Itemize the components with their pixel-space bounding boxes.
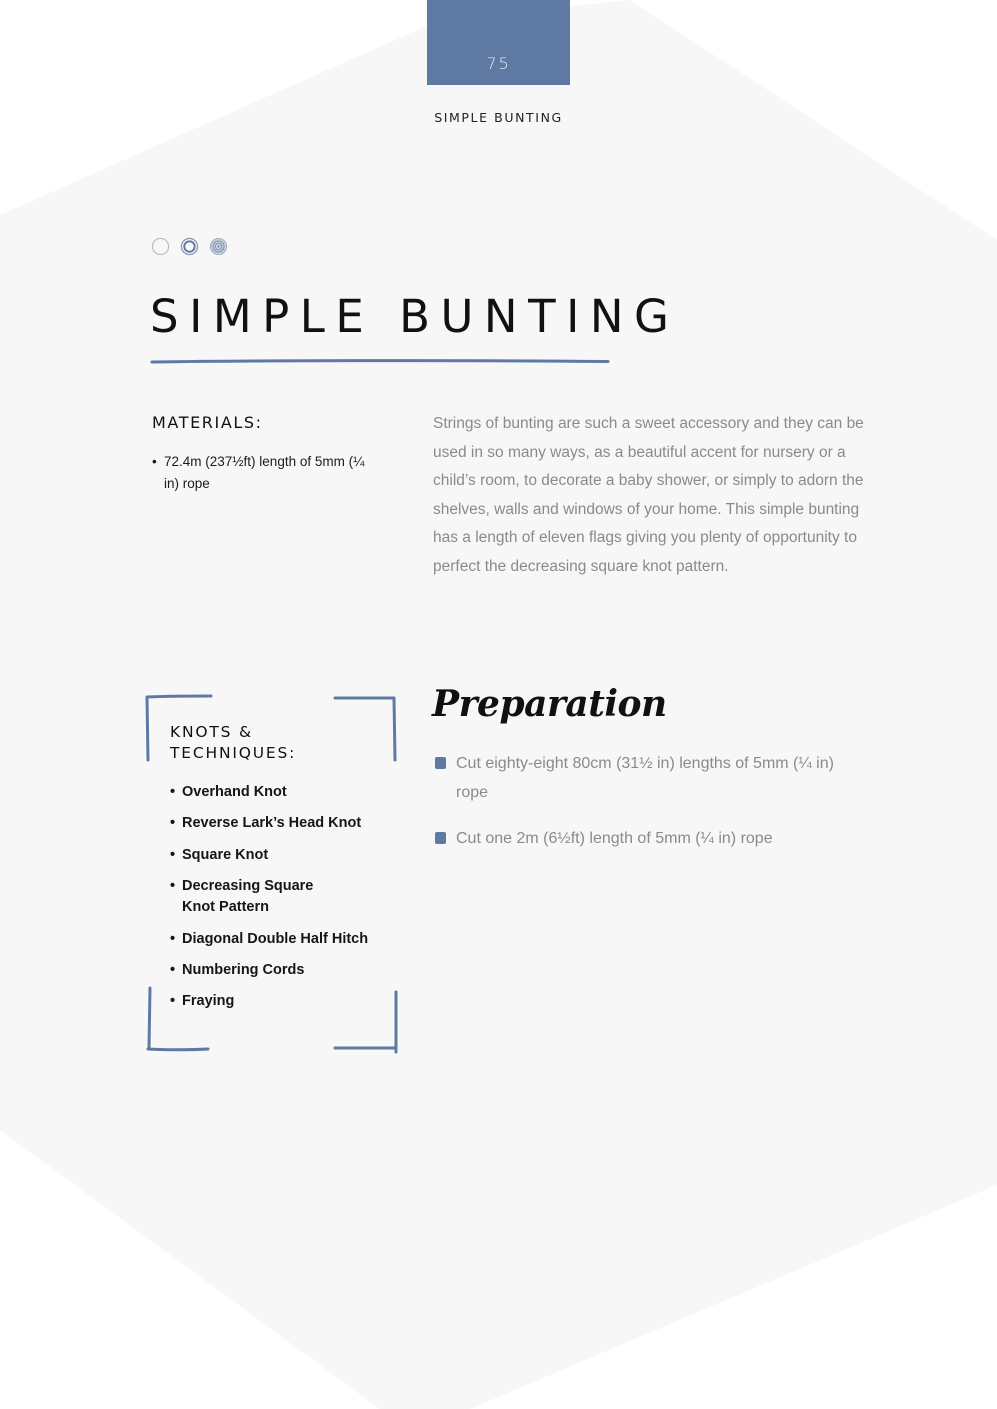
square-bullet-icon	[435, 757, 446, 769]
preparation-item-text: Cut eighty-eight 80cm (31½ in) lengths of 5mm (¼ in) rope	[456, 755, 834, 801]
title-underline	[150, 356, 610, 366]
materials-item	[152, 451, 382, 495]
list-item: • Diagonal Double Half Hitch	[170, 929, 390, 951]
preparation-list	[434, 750, 874, 872]
preparation-item-text: Cut one 2m (6½ft) length of 5mm (¼ in) rope	[456, 830, 773, 847]
knots-list	[170, 782, 390, 1023]
materials-heading: MATERIALS:	[152, 413, 263, 432]
list-item	[434, 825, 874, 854]
materials-item-text: 72.4m (237½ft) length of 5mm (¼ in) rope	[164, 454, 365, 491]
empty-circle-icon	[151, 237, 170, 256]
knots-heading	[170, 722, 296, 764]
ring-circle-icon	[180, 237, 199, 256]
list-item: • Overhand Knot	[170, 782, 390, 804]
intro-paragraph: Strings of bunting are such a sweet accessory and they can be used in so many ways, as a beautiful accent for nursery or a child’s room, to decorate a baby shower, or simply to adorn the shelves, walls and windows of your home. This simple bunting has a length of eleven flags giving you plenty of opportunity to perfect the decreasing square knot pattern.	[433, 415, 864, 575]
knots-heading-line1: KNOTS &	[170, 723, 253, 741]
filled-spiral-icon	[209, 237, 228, 256]
difficulty-indicator	[151, 237, 228, 256]
bullet: •	[152, 454, 157, 469]
square-bullet-icon	[435, 832, 446, 844]
list-item: • Numbering Cords	[170, 960, 390, 982]
list-item: • Fraying	[170, 991, 390, 1013]
page-title: SIMPLE BUNTING	[150, 290, 680, 343]
knots-heading-line2: TECHNIQUES:	[170, 744, 297, 762]
list-item: • Square Knot	[170, 845, 390, 867]
page-number: 75	[486, 54, 511, 73]
list-item	[434, 750, 836, 807]
page-number-tab	[427, 0, 570, 85]
list-item: • Decreasing Square Knot Pattern	[170, 876, 332, 919]
list-item: • Reverse Lark’s Head Knot	[170, 813, 390, 835]
running-header: SIMPLE BUNTING	[434, 110, 563, 125]
preparation-heading: Preparation	[432, 683, 667, 725]
